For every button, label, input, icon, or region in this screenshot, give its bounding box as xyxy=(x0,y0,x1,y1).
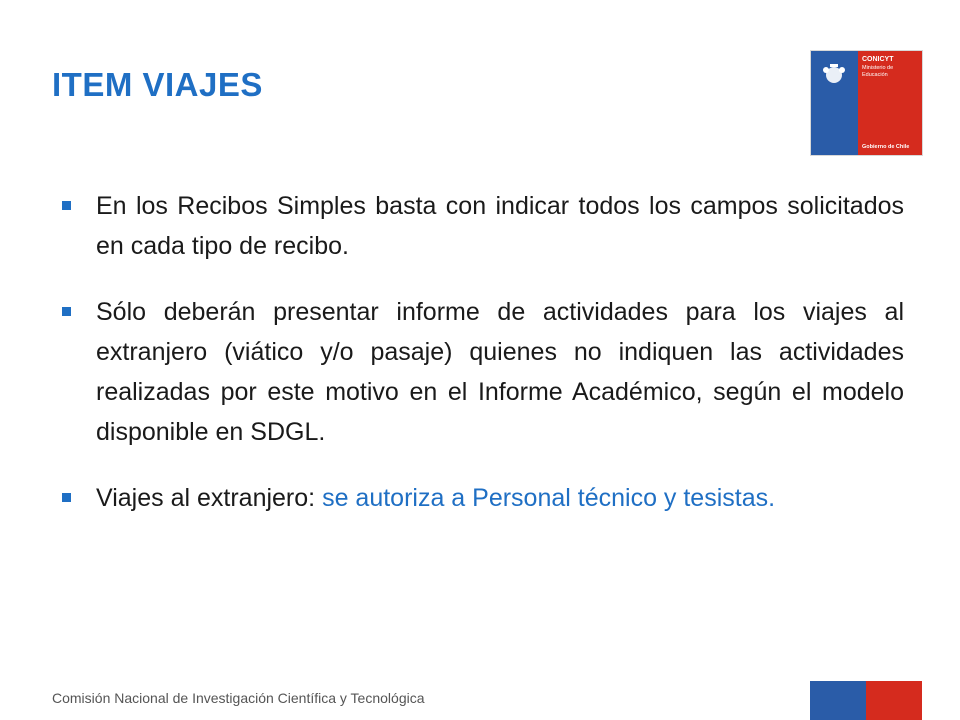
logo-text-conicyt: CONICYT xyxy=(862,56,894,63)
logo-text-educacion: Educación xyxy=(862,72,888,79)
logo-text-ministerio: Ministerio de xyxy=(862,65,894,72)
bullet-text-highlight: se autoriza a Personal técnico y tesistas. xyxy=(322,484,776,512)
logo-blue-panel xyxy=(811,51,858,155)
bullet-item xyxy=(62,292,904,452)
logo-red-panel xyxy=(858,51,922,155)
bullet-item xyxy=(62,478,904,518)
bullet-text: Sólo deberán presentar informe de actividades para los viajes al extranjero (viático y/o pasaje) quienes no indiquen las actividades realizadas por este motivo en el Informe Académico, según el modelo disponible en SDGL. xyxy=(96,298,904,446)
coat-of-arms-icon xyxy=(819,61,849,87)
conicyt-logo xyxy=(810,50,923,156)
bullet-text: En los Recibos Simples basta con indicar todos los campos solicitados en cada tipo de recibo. xyxy=(96,192,904,260)
bullet-text-prefix: Viajes al extranjero: xyxy=(96,484,323,512)
slide-title: ITEM VIAJES xyxy=(52,66,263,103)
footer-flag-blue xyxy=(810,681,866,720)
bullet-list xyxy=(62,186,904,518)
footer-flag-red xyxy=(866,681,922,720)
bullet-item xyxy=(62,186,904,266)
footer-flag xyxy=(810,681,922,720)
square-bullet-icon xyxy=(62,307,71,316)
footer-organization: Comisión Nacional de Investigación Científica y Tecnológica xyxy=(52,690,425,706)
square-bullet-icon xyxy=(62,493,71,502)
square-bullet-icon xyxy=(62,201,71,210)
logo-text-gobierno: Gobierno de Chile xyxy=(862,143,910,150)
